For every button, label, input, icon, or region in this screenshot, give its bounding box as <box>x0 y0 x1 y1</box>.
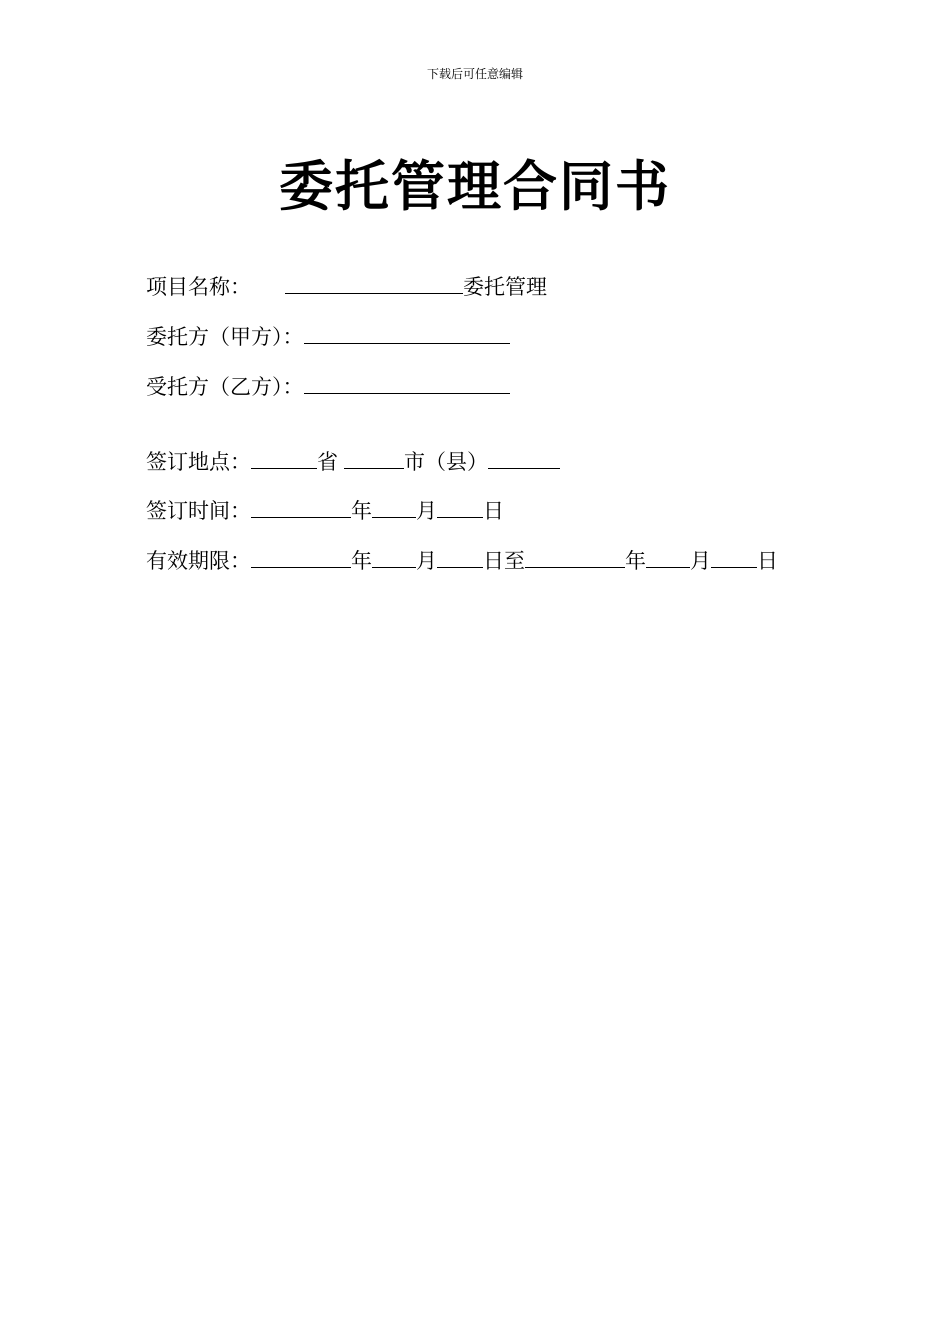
sign-month-blank[interactable] <box>372 497 416 518</box>
start-month-unit: 月 <box>416 549 437 573</box>
province-blank[interactable] <box>251 448 317 469</box>
city-blank[interactable] <box>344 448 404 469</box>
signing-place-row <box>146 448 560 476</box>
signing-date-label: 签订时间： <box>146 499 251 523</box>
project-name-label: 项目名称： <box>146 275 251 299</box>
start-month-blank[interactable] <box>372 547 416 568</box>
to-label: 日至 <box>483 549 525 573</box>
end-day-blank[interactable] <box>711 547 757 568</box>
trustee-label: 受托方（乙方）： <box>146 375 304 399</box>
trustee-row <box>146 373 510 401</box>
end-month-unit: 月 <box>690 549 711 573</box>
start-day-blank[interactable] <box>437 547 483 568</box>
signing-date-row <box>146 497 504 525</box>
signing-place-label: 签订地点： <box>146 450 251 474</box>
start-year-unit: 年 <box>351 549 372 573</box>
document-title: 委托管理合同书 <box>279 155 671 218</box>
end-year-unit: 年 <box>625 549 646 573</box>
validity-row <box>146 547 778 575</box>
project-name-row <box>146 273 547 301</box>
sign-month-unit: 月 <box>416 499 437 523</box>
end-day-unit: 日 <box>757 549 778 573</box>
end-year-blank[interactable] <box>525 547 625 568</box>
client-label: 委托方（甲方）： <box>146 325 304 349</box>
sign-year-blank[interactable] <box>251 497 351 518</box>
province-unit: 省 <box>317 450 338 474</box>
project-name-blank[interactable] <box>285 273 463 294</box>
city-unit: 市（县） <box>404 450 488 474</box>
client-blank[interactable] <box>304 323 510 344</box>
end-month-blank[interactable] <box>646 547 690 568</box>
sign-year-unit: 年 <box>351 499 372 523</box>
sign-day-unit: 日 <box>483 499 504 523</box>
client-row <box>146 323 510 351</box>
validity-label: 有效期限： <box>146 549 251 573</box>
start-year-blank[interactable] <box>251 547 351 568</box>
place-extra-blank[interactable] <box>488 448 560 469</box>
sign-day-blank[interactable] <box>437 497 483 518</box>
trustee-blank[interactable] <box>304 373 510 394</box>
header-note: 下载后可任意编辑 <box>426 67 523 81</box>
project-name-suffix: 委托管理 <box>463 275 547 299</box>
